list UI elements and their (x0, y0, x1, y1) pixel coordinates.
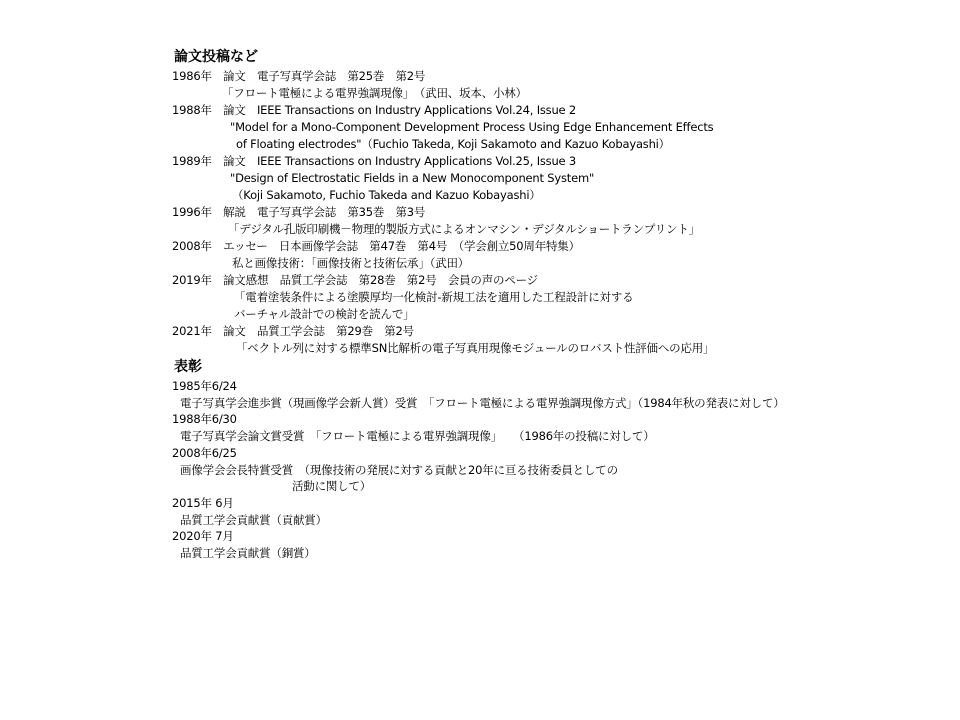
publication-detail-line: 私と画像技術：「画像技術と技術伝承」（武田） (232, 256, 470, 270)
award-detail-line: 品質工学会貢献賞（銅賞） (180, 546, 316, 560)
award-date-line: 2015年 6月 (172, 496, 234, 510)
publication-detail-line: "Model for a Mono-Component Development Process Using Edge Enhancement Effects (230, 120, 714, 134)
awards-heading: 表彰 (174, 359, 202, 375)
publication-detail-line: 「デジタル孔版印刷機－物理的製版方式によるオンマシン・デジタルショートランプリント」 (228, 222, 700, 236)
award-date-line: 2020年 7月 (172, 529, 234, 543)
publication-year-line: 1989年 論文 IEEE Transactions on Industry Applications Vol.25, Issue 3 (172, 154, 577, 168)
award-detail-line: 画像学会会長特賞受賞 （現像技術の発展に対する貢献と20年に亘る技術委員としての (180, 463, 618, 477)
award-date-line: 1988年6/30 (172, 412, 237, 426)
publication-detail-line: of Floating electrodes"（Fuchio Takeda, Koji Sakamoto and Kazuo Kobayashi） (236, 137, 670, 151)
publication-year-line: 2019年 論文感想 品質工学会誌 第28巻 第2号 会員の声のページ (172, 273, 538, 287)
publication-detail-line: バーチャル設計での検討を読んで」 (234, 307, 415, 321)
award-detail-line: 電子写真学会論文賞受賞 「フロート電極による電界強調現像」 （1986年の投稿に対して） (180, 429, 655, 443)
award-date-line: 2008年6/25 (172, 446, 237, 460)
publication-year-line: 2008年 エッセー 日本画像学会誌 第47巻 第4号 （学会創立50周年特集） (172, 239, 580, 253)
publication-detail-line: 「ベクトル列に対する標準SN比解析の電子写真用現像モジュールのロバスト性評価への応用」 (236, 341, 715, 355)
award-detail-line: 品質工学会貢献賞（貢献賞） (180, 513, 327, 527)
publications-heading: 論文投稿など (174, 49, 258, 65)
publication-year-line: 1996年 解説 電子写真学会誌 第35巻 第3号 (172, 205, 426, 219)
award-detail-line: 活動に関して） (292, 479, 372, 493)
publication-detail-line: 「フロート電極による電界強調現像」 （武田、坂本、小林） (222, 86, 527, 100)
publication-detail-line: "Design of Electrostatic Fields in a New Monocomponent System" (230, 171, 595, 185)
publication-year-line: 1988年 論文 IEEE Transactions on Industry Applications Vol.24, Issue 2 (172, 103, 577, 117)
publication-year-line: 1986年 論文 電子写真学会誌 第25巻 第2号 (172, 69, 426, 83)
award-detail-line: 電子写真学会進歩賞（現画像学会新人賞）受賞 「フロート電極による電界強調現像方式」（1984年秋の発表に対して） (180, 396, 785, 410)
publication-detail-line: （Koji Sakamoto, Fuchio Takeda and Kazuo Kobayashi） (232, 188, 541, 202)
publication-detail-line: 「電着塗装条件による塗膜厚均一化検討-新規工法を適用した工程設計に対する (234, 290, 634, 304)
award-date-line: 1985年6/24 (172, 379, 237, 393)
publication-year-line: 2021年 論文 品質工学会誌 第29巻 第2号 (172, 324, 414, 338)
